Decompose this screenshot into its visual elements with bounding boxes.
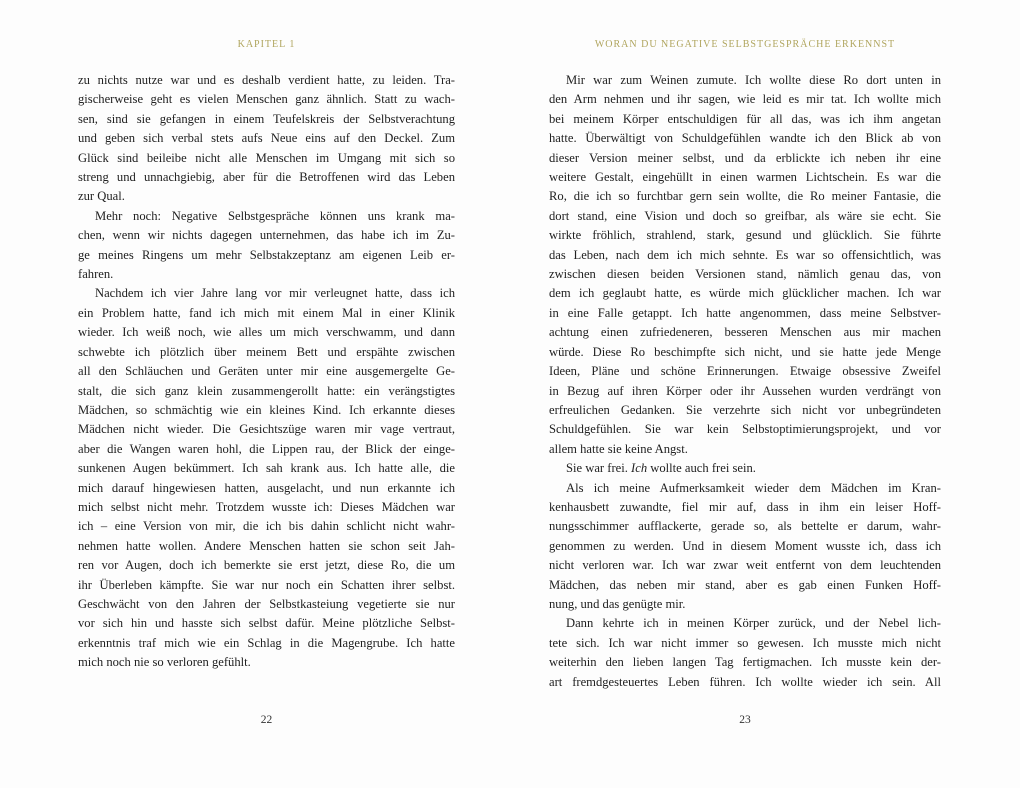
- text-line: Geschwächt von den Jahren der Selbstkasteiung vegetierte sie nur: [78, 596, 455, 611]
- text-line: vor sich hin und hasste sich selbst dafür. Meine plötzliche Selbst-: [78, 616, 455, 631]
- text-line: [549, 459, 941, 478]
- text-line: ich – eine Version von mir, die ich bis dahin schlicht nicht wahr-: [78, 519, 455, 534]
- text-line: bei meinem Körper entschuldigen für all das, was ich ihm angetan: [549, 111, 941, 126]
- text-line: ren vor Augen, doch ich bemerkte sie erst jetzt, diese Ro, die um: [78, 558, 455, 573]
- text-line: genommen zu werden. Und in diesem Moment wusste ich, dass ich: [549, 538, 941, 553]
- text-segment: wollte auch frei sein.: [647, 461, 756, 476]
- text-line: art fremdgesteuertes Leben führen. Ich wollte wieder ich sein. All: [549, 674, 941, 689]
- text-line: und geben sich verbal stets aufs Neue eins auf den Deckel. Zum: [78, 131, 455, 146]
- right-running-header: WORAN DU NEGATIVE SELBSTGESPRÄCHE ERKENNST: [594, 39, 896, 50]
- text-line: würde. Diese Ro beschimpfte sich nicht, und sie hatte jede Menge: [549, 344, 941, 359]
- text-line: nungsschimmer aufflackerte, gerade so, als bettelte er darum, wahr-: [549, 519, 941, 534]
- text-line: zur Qual.: [78, 189, 125, 204]
- text-line: Mädchen nicht wieder. Die Gesichtszüge waren mir vage vertraut,: [78, 422, 455, 437]
- text-line: das Leben, nach dem ich mich sehnte. Es war so offensichtlich, was: [549, 247, 941, 262]
- text-line: aber die Wangen waren hohl, die Lippen rau, der Blick der einge-: [78, 441, 455, 456]
- text-line: stalt, die sich ganz klein zusammengerollt hatte: ein verängstigtes: [78, 383, 455, 398]
- text-segment: Sie war frei.: [566, 461, 632, 476]
- text-line: gischerweise geht es vielen Menschen ganz ähnlich. Statt zu wach-: [78, 92, 455, 107]
- left-page-body: [78, 71, 455, 673]
- text-line: hatte. Überwältigt von Schuldgefühlen wandte ich den Blick ab von: [549, 131, 941, 146]
- text-line: erkenntnis traf mich wie ein Schlag in die Magengrube. Ich hatte: [78, 635, 455, 650]
- text-line: kenhausbett zuwandte, fiel mir auf, dass in ihm ein leiser Hoff-: [549, 499, 941, 514]
- text-line: mich darauf hingewiesen hatten, ausgelacht, und nun erkannte ich: [78, 480, 455, 495]
- text-line: Ideen, Pläne und schöne Erinnerungen. Etwaige obsessive Zweifel: [549, 364, 941, 379]
- text-line: achtung einen zufriedeneren, besseren Menschen aus mir machen: [549, 325, 941, 340]
- text-line: sen, sind sie gefangen in einem Teufelskreis der Selbstverachtung: [78, 111, 455, 126]
- text-line: weiterhin den lieben langen Tag fertigmachen. Ich musste kein der-: [549, 655, 941, 670]
- text-line: sunkenen Augen bekümmert. Ich sah krank aus. Ich hatte alle, die: [78, 461, 455, 476]
- left-running-header: KAPITEL 1: [237, 39, 296, 50]
- text-line: Mir war zum Weinen zumute. Ich wollte diese Ro dort unten in: [566, 73, 941, 87]
- text-line: den Arm nehmen und ihr sagen, wie leid es mir tat. Ich wollte mich: [549, 92, 941, 107]
- text-line: zwischen diesen beiden Versionen stand, nämlich genau das, von: [549, 267, 941, 282]
- text-line: wieder. Ich weiß noch, wie alles um mich verschwamm, und dann: [78, 325, 455, 340]
- text-line: nicht verloren war. Ich war zwar weit entfernt von dem leuchtenden: [549, 558, 941, 573]
- text-line: Als ich meine Aufmerksamkeit wieder dem Mädchen im Kran-: [566, 480, 941, 495]
- text-line: Glück sind beileibe nicht alle Menschen im Umgang mit sich so: [78, 150, 455, 165]
- text-line: nung, und das genügte mir.: [549, 596, 686, 611]
- page-right: [549, 0, 941, 788]
- text-line: nehmen hatte wollen. Andere Menschen hatten sie schon seit Jah-: [78, 538, 455, 553]
- text-line: tete sich. Ich war nicht immer so gewesen. Ich musste mich nicht: [549, 635, 941, 650]
- text-line: fahren.: [78, 267, 114, 282]
- text-line: erfreulichen Gedanken. Sie verzehrte sich nicht vor unbegründeten: [549, 402, 941, 417]
- text-line: zu nichts nutze war und es deshalb verdient hatte, zu leiden. Tra-: [78, 73, 455, 87]
- text-line: dem ich geglaubt hatte, es würde mich glücklicher machen. Ich war: [549, 286, 941, 301]
- page-left: [78, 0, 455, 788]
- text-line: streng und unnachgiebig, aber für die Betroffenen wird das Leben: [78, 170, 455, 185]
- right-page-number: 23: [739, 714, 751, 726]
- text-line: Mehr noch: Negative Selbstgespräche können uns krank ma-: [95, 208, 455, 223]
- text-line: mich noch nie so verloren gefühlt.: [78, 655, 251, 670]
- text-line: Schuldgefühlen. Sie war kein Selbstoptimierungsprojekt, und vor: [549, 422, 941, 437]
- text-line: weitere Gestalt, eingehüllt in einen warmen Lichtschein. Es war die: [549, 170, 941, 185]
- text-line: dieser Version meiner selbst, und da erblickte ich neben ihr eine: [549, 150, 941, 165]
- text-line: all den Schläuchen und Geräten unter mir eine ausgemergelte Ge-: [78, 364, 455, 379]
- text-line: chen, wenn wir nichts dagegen unternehmen, das habe ich im Zu-: [78, 228, 455, 243]
- text-line: ge meines Ringens um mehr Selbstakzeptanz am eigenen Leib er-: [78, 247, 455, 262]
- text-line: in Bezug auf ihren Körper oder ihr Aussehen wurden verdrängt von: [549, 383, 941, 398]
- right-page-body: [549, 71, 941, 692]
- text-line: in eine Falle getappt. Ich hatte angenommen, dass meine Selbstver-: [549, 305, 941, 320]
- text-line: Mädchen, das neben mir stand, aber es gab einen Funken Hoff-: [549, 577, 941, 592]
- text-line: dort stand, eine Vision und doch so greifbar, als wäre sie echt. Sie: [549, 208, 941, 223]
- text-line: Mädchen, so schmächtig wie ein kleines Kind. Ich erkannte dieses: [78, 402, 455, 417]
- italic-text-segment: Ich: [631, 461, 648, 476]
- text-line: schwebte ich plötzlich über meinem Bett und erspähte zwischen: [78, 344, 455, 359]
- text-line: Ro, die ich so furchtbar gern sein wollte, die Ro meiner Fantasie, die: [549, 189, 941, 204]
- left-page-number: 22: [260, 714, 273, 726]
- text-line: allem hatte sie keine Angst.: [549, 441, 688, 456]
- text-line: ihr Überleben kämpfte. Sie war nur noch ein Schatten ihrer selbst.: [78, 577, 455, 592]
- text-line: mich selbst nicht mehr. Trotzdem wusste ich: Dieses Mädchen war: [78, 499, 455, 514]
- text-line: Nachdem ich vier Jahre lang vor mir verleugnet hatte, dass ich: [95, 286, 455, 301]
- text-line: ein Problem hatte, fand ich mich mit einem Mal in einer Klinik: [78, 305, 455, 320]
- text-line: wirkte fröhlich, strahlend, stark, gesund und glücklich. Sie führte: [549, 228, 941, 243]
- text-line: Dann kehrte ich in meinen Körper zurück, und der Nebel lich-: [566, 616, 941, 631]
